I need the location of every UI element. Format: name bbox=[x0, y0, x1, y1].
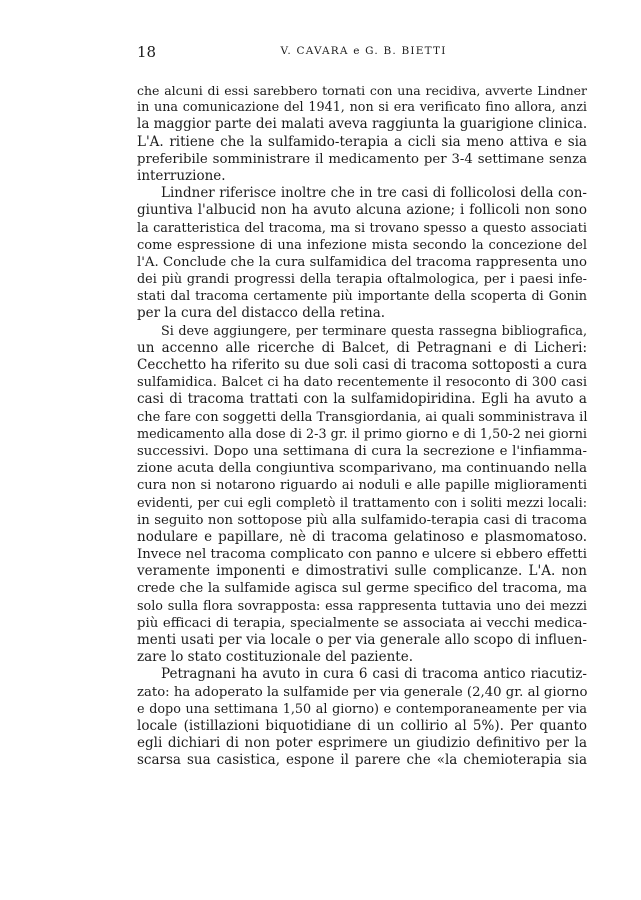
text-line: che alcuni di essi sarebbero tornati con una recidiva, avverte Lindner bbox=[137, 83, 587, 98]
text-line: e dopo una settimana 1,50 al giorno) e contemporaneamente per via bbox=[137, 701, 587, 717]
text-line: zione acuta della congiuntiva scomparivano, ma continuando nella bbox=[137, 461, 587, 477]
text-line: più efficaci di terapia, specialmente se associata ai vecchi medica- bbox=[137, 615, 587, 631]
paragraph-3 bbox=[137, 323, 587, 667]
text-line: sulfamidica. Balcet ci ha dato recentemente il resoconto di 300 casi bbox=[137, 375, 587, 391]
paragraph-1 bbox=[137, 82, 587, 185]
text-line: l'A. Conclude che la cura sulfamidica del tracoma rappresenta uno bbox=[137, 254, 587, 270]
text-line: interruzione. bbox=[137, 167, 226, 184]
body-text bbox=[137, 82, 587, 770]
text-line: dei più grandi progressi della terapia oftalmologica, per i paesi infe- bbox=[137, 272, 587, 288]
page-header bbox=[137, 43, 590, 63]
text-line: stati dal tracoma certamente più importante della scoperta di Gonin bbox=[137, 289, 587, 305]
text-line: preferibile somministrare il medicamento per 3-4 settimane senza bbox=[137, 151, 587, 167]
text-line: egli dichiari di non poter esprimere un giudizio definitivo per la bbox=[137, 735, 587, 752]
text-line: L'A. ritiene che la sulfamido-terapia a cicli sia meno attiva e sia bbox=[137, 133, 587, 150]
text-line: successivi. Dopo una settimana di cura la secrezione e l'infiamma- bbox=[137, 443, 587, 459]
text-line: Si deve aggiungere, per terminare questa rassegna bibliografica, bbox=[161, 323, 587, 339]
paragraph-2 bbox=[137, 185, 587, 323]
text-line: la maggior parte dei malati aveva raggiunta la guarigione clinica. bbox=[137, 116, 588, 133]
text-line: Lindner riferisce inoltre che in tre casi di follicolosi della con- bbox=[161, 185, 587, 202]
text-line: in seguito non sottopose più alla sulfamido-terapia casi di tracoma bbox=[137, 512, 587, 528]
text-line: Petragnani ha avuto in cura 6 casi di tracoma antico riacutiz- bbox=[161, 666, 587, 683]
text-line: la caratteristica del tracoma, ma si trovano spesso a questo associati bbox=[137, 220, 587, 236]
text-line: veramente imponenti e dimostrativi sulle complicanze. L'A. non bbox=[137, 563, 587, 580]
text-line: un accenno alle ricerche di Balcet, di Petragnani e di Licheri: bbox=[137, 339, 587, 356]
page-number: 18 bbox=[137, 43, 157, 61]
text-line: scarsa sua casistica, espone il parere che «la chemioterapia sia bbox=[137, 752, 587, 769]
text-line: solo sulla flora sovrapposta: essa rappresenta tuttavia uno dei mezzi bbox=[137, 598, 587, 614]
text-line: locale (istillazioni biquotidiane di un collirio al 5%). Per quanto bbox=[137, 717, 587, 734]
text-line: menti usati per via locale o per via generale allo scopo di influen- bbox=[137, 632, 587, 648]
text-line: nodulare e papillare, nè di tracoma gelatinoso e plasmomatoso. bbox=[137, 528, 587, 545]
text-line: per la cura del distacco della retina. bbox=[137, 305, 386, 322]
text-line: in una comunicazione del 1941, non si era verificato fino allora, anzi bbox=[137, 100, 587, 116]
text-line: come espressione di una infezione mista secondo la concezione del bbox=[137, 237, 587, 253]
running-head: V. CAVARA e G. B. BIETTI bbox=[280, 45, 447, 57]
text-line: giuntiva l'albucid non ha avuto alcuna azione; i follicoli non sono bbox=[137, 202, 587, 219]
paragraph-4 bbox=[137, 666, 587, 769]
text-line: Invece nel tracoma complicato con panno e ulcere si ebbero effetti bbox=[137, 547, 587, 563]
text-line: medicamento alla dose di 2-3 gr. il primo giorno e di 1,50-2 nei giorni bbox=[137, 426, 587, 442]
text-line: crede che la sulfamide agisca sul germe specifico del tracoma, ma bbox=[137, 581, 587, 597]
text-line: che fare con soggetti della Transgiordania, ai quali somministrava il bbox=[137, 409, 588, 425]
text-line: zato: ha adoperato la sulfamide per via generale (2,40 gr. al giorno bbox=[137, 684, 588, 700]
text-line: cura non si notarono riguardo ai noduli e alle papille miglioramenti bbox=[137, 478, 587, 494]
text-line: zare lo stato costituzionale del paziente. bbox=[137, 649, 414, 666]
text-line: casi di tracoma trattati con la sulfamidopiridina. Egli ha avuto a bbox=[137, 391, 587, 408]
text-line: evidenti, per cui egli completò il trattamento con i soliti mezzi locali: bbox=[137, 495, 587, 511]
text-line: Cecchetto ha riferito su due soli casi di tracoma sottoposti a cura bbox=[137, 357, 587, 373]
